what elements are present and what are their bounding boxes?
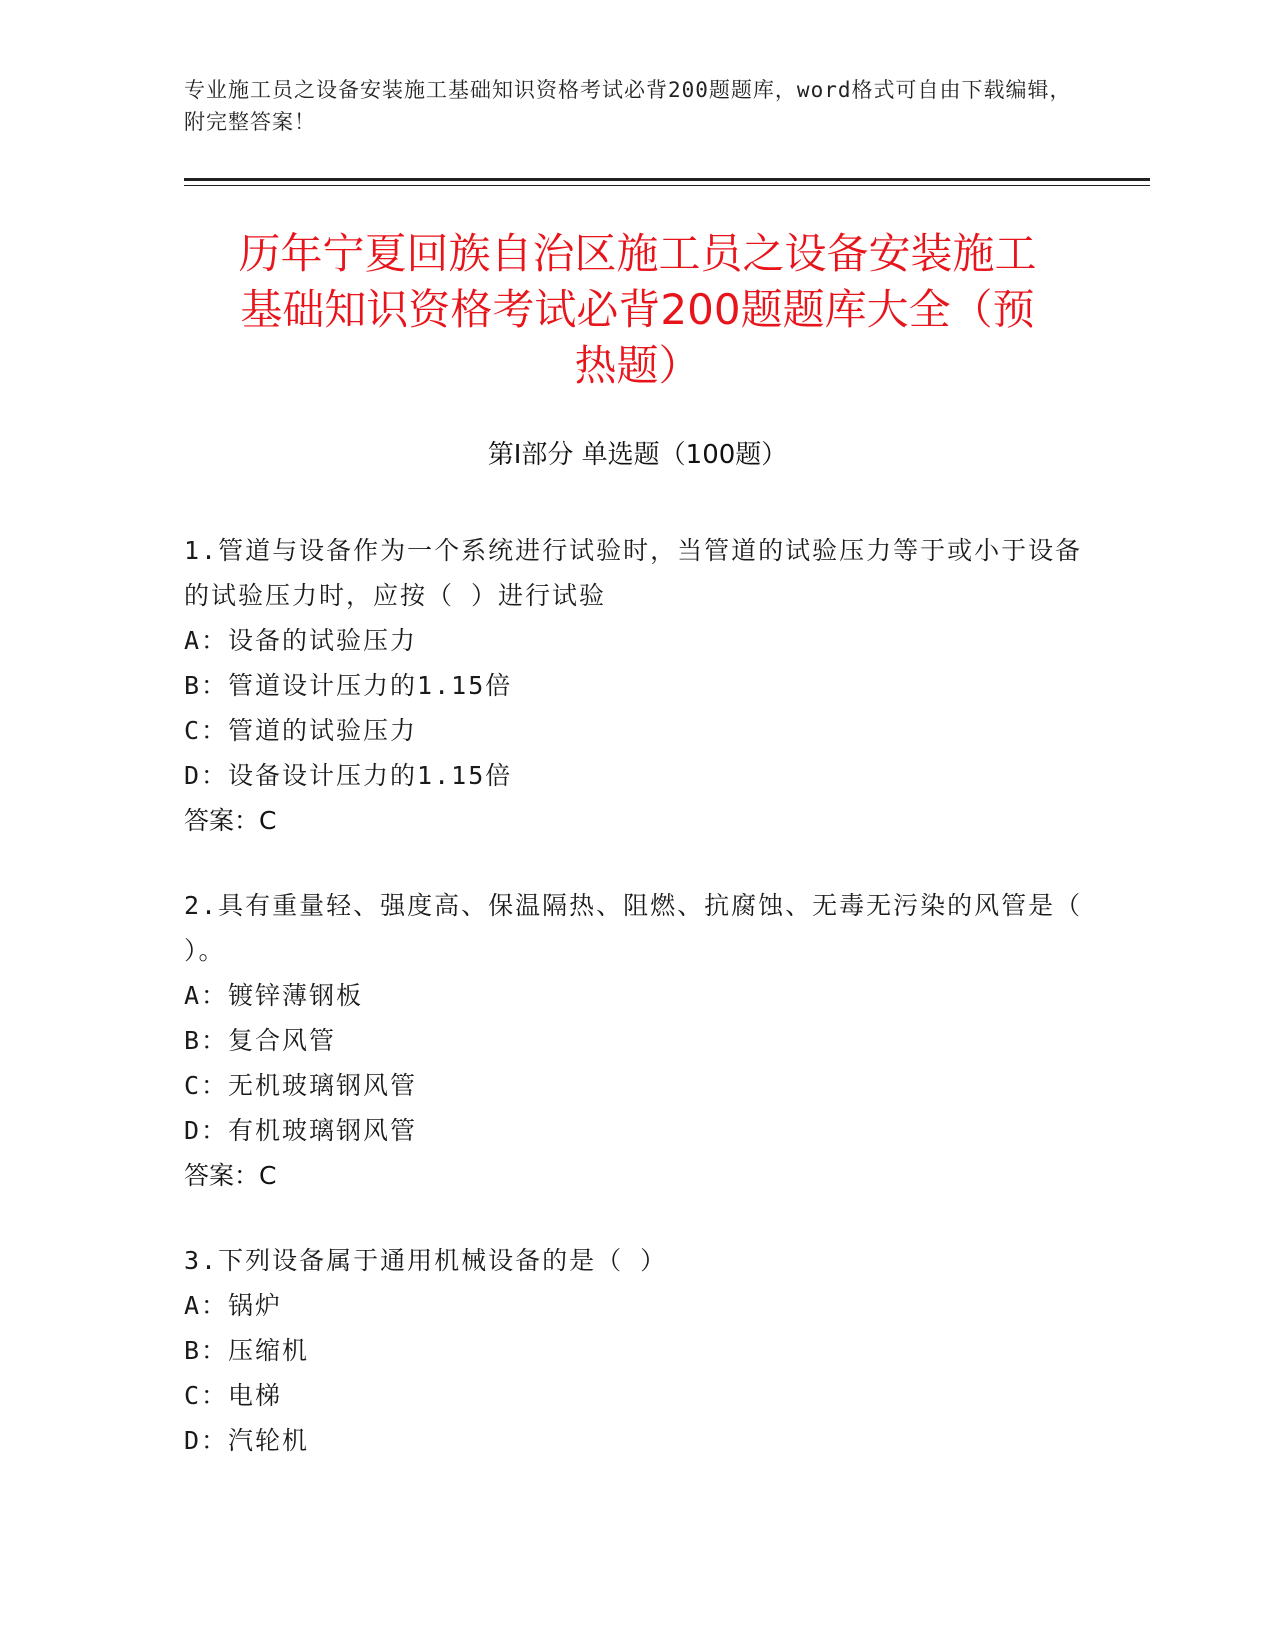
document-title-line-1: 历年宁夏回族自治区施工员之设备安装施工 xyxy=(238,229,1037,278)
option-b: B：复合风管 xyxy=(184,1026,337,1055)
option-c: C：电梯 xyxy=(184,1381,283,1410)
question-list xyxy=(184,528,1084,1503)
header-divider-thin xyxy=(184,185,1150,186)
option-b: B：管道设计压力的1.15倍 xyxy=(184,671,513,700)
option-d: D：有机玻璃钢风管 xyxy=(184,1116,418,1145)
option-a: A：锅炉 xyxy=(184,1291,283,1320)
answer-text: 答案：C xyxy=(184,1161,277,1190)
question-stem: 1.管道与设备作为一个系统进行试验时，当管道的试验压力等于或小于设备的试验压力时，应按（ ）进行试验 xyxy=(184,536,1083,610)
option-a: A：镀锌薄钢板 xyxy=(184,981,364,1010)
question-stem: 2.具有重量轻、强度高、保温隔热、阻燃、抗腐蚀、无毒无污染的风管是（ ）。 xyxy=(184,891,1083,965)
header-note: 专业施工员之设备安装施工基础知识资格考试必背200题题库，word格式可自由下载编辑，附完整答案！ xyxy=(184,78,1072,134)
question-stem: 3.下列设备属于通用机械设备的是（ ） xyxy=(184,1246,668,1275)
option-c: C：无机玻璃钢风管 xyxy=(184,1071,418,1100)
document-title-line-2: 基础知识资格考试必背200题题库大全（预 xyxy=(240,285,1035,334)
option-d: D：汽轮机 xyxy=(184,1426,310,1455)
option-a: A：设备的试验压力 xyxy=(184,626,418,655)
question-item xyxy=(184,883,1084,1198)
section-title: 第Ⅰ部分 单选题（100题） xyxy=(487,440,788,470)
question-item xyxy=(184,528,1084,843)
answer-text: 答案：C xyxy=(184,806,277,835)
option-b: B：压缩机 xyxy=(184,1336,310,1365)
header-divider-thick xyxy=(184,178,1150,181)
document-title-line-3: 热题） xyxy=(574,341,701,390)
option-c: C：管道的试验压力 xyxy=(184,716,418,745)
question-item xyxy=(184,1238,1084,1463)
document-title xyxy=(170,226,1105,394)
option-d: D：设备设计压力的1.15倍 xyxy=(184,761,513,790)
